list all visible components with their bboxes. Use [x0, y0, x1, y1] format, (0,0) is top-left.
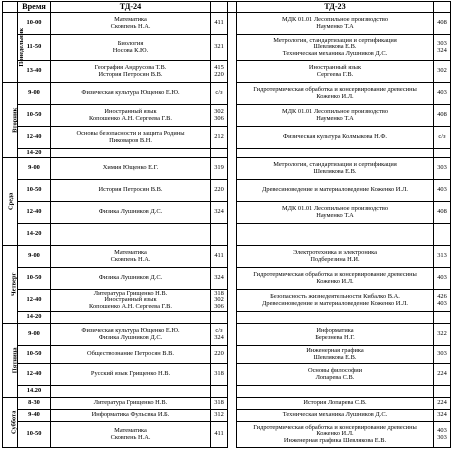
gap-cell	[228, 149, 237, 158]
time-cell: 8-30	[18, 398, 51, 410]
time-cell: 12-40	[18, 364, 51, 386]
gap-cell	[228, 268, 237, 290]
gap-cell	[228, 422, 237, 448]
gap-cell	[228, 35, 237, 61]
gap-cell	[228, 290, 237, 312]
room-td23: 224	[434, 364, 451, 386]
room-td23	[434, 149, 451, 158]
time-cell: 12-40	[18, 202, 51, 224]
subject-td23: Гидротермическая обработка и консервирование древесины Коженко И.Л. Инженерная графика Шевлякова Е.В.	[237, 422, 434, 448]
schedule-row	[3, 364, 451, 386]
room-td23: 403	[434, 83, 451, 105]
room-td23: 403	[434, 268, 451, 290]
time-cell: 10-00	[18, 13, 51, 35]
gap-cell	[228, 246, 237, 268]
day-name: Суббота	[10, 410, 18, 435]
subject-td24: Литература Грищенко Н.В. Иностранный язык Копошенко А.Н. Сергеева Г.В.	[51, 290, 211, 312]
schedule-row	[3, 149, 451, 158]
time-cell: 10-50	[18, 268, 51, 290]
time-cell: 9-00	[18, 324, 51, 346]
room-td23: 324	[434, 410, 451, 422]
gap-cell	[228, 127, 237, 149]
gap-cell	[228, 202, 237, 224]
schedule-row	[3, 35, 451, 61]
room-td23: 224	[434, 398, 451, 410]
time-cell: 14-20	[18, 224, 51, 246]
room-td23: 408	[434, 202, 451, 224]
subject-td24: Основы безопасности и защита Родины Пиковаров В.Н.	[51, 127, 211, 149]
day-cell	[3, 324, 18, 398]
subject-td24: Биология Носова К.Ю.	[51, 35, 211, 61]
subject-td23: МДК 01.01 Лесопильное производство Науменко Т.А	[237, 105, 434, 127]
schedule-row	[3, 202, 451, 224]
room-td23: 303	[434, 158, 451, 180]
subject-td23	[237, 312, 434, 324]
subject-td24: Русский язык Грищенко Н.В.	[51, 364, 211, 386]
day-cell	[3, 246, 18, 324]
day-cell	[3, 13, 26, 83]
room-td24: 319	[211, 158, 228, 180]
gap-cell	[228, 346, 237, 364]
day-name: Четверг	[10, 272, 18, 297]
gap-cell	[228, 13, 237, 35]
subject-td23: Иностранный язык Сергеева Г.В.	[237, 61, 434, 83]
subject-td24	[51, 312, 211, 324]
schedule-row	[3, 422, 451, 448]
schedule-row	[3, 324, 451, 346]
subject-td23: Гидротермическая обработка и консервирование древесины Коженко И.Л.	[237, 268, 434, 290]
schedule-row	[3, 61, 451, 83]
room-td24: 321	[211, 35, 228, 61]
subject-td24: Обществознание Петросян В.В.	[51, 346, 211, 364]
room-td23: 403 303	[434, 422, 451, 448]
schedule-row	[3, 410, 451, 422]
subject-td23: МДК 01.01 Лесопильное производство Науменко Т.А	[237, 202, 434, 224]
day-name: Пятница	[11, 347, 19, 374]
room-td23: с/з	[434, 127, 451, 149]
room-td24: 324	[211, 268, 228, 290]
subject-td23	[237, 149, 434, 158]
time-cell: 10-50	[18, 422, 51, 448]
time-cell: 12-40	[18, 127, 51, 149]
day-name: Среда	[7, 192, 15, 211]
day-name: Понедельник	[18, 28, 26, 67]
time-cell: 10-50	[18, 180, 51, 202]
schedule-row	[3, 386, 451, 398]
subject-td24	[51, 386, 211, 398]
schedule-row	[3, 398, 451, 410]
room-td24: 302 306	[211, 105, 228, 127]
time-cell: 12-40	[18, 290, 51, 312]
room-td23: 322	[434, 324, 451, 346]
time-cell: 14-20	[18, 312, 51, 324]
subject-td23: Инженерная графика Шевлякова Е.В.	[237, 346, 434, 364]
gap-cell	[228, 83, 237, 105]
room-td23: 303 324	[434, 35, 451, 61]
schedule-row	[3, 290, 451, 312]
corner-cell	[3, 2, 18, 13]
room-td24: 312	[211, 410, 228, 422]
subject-td24: Физическая культура Ющенко Е.Ю.	[51, 83, 211, 105]
room-td24: 220	[211, 180, 228, 202]
schedule-row	[3, 158, 451, 180]
subject-td23: Электротехника и электроника Подберезина Н.И.	[237, 246, 434, 268]
subject-td23: Безопасность жизнедеятельности Кибалко В.А. Древесиноведение и материаловедение Коженко И.Л.	[237, 290, 434, 312]
time-cell: 10-50	[18, 105, 51, 127]
group-header-td23: ТД-23	[237, 2, 434, 13]
schedule-row	[3, 346, 451, 364]
room-header-td24	[211, 2, 228, 13]
schedule-row	[3, 127, 451, 149]
subject-td23: История Лопарева С.В.	[237, 398, 434, 410]
room-td23: 408	[434, 13, 451, 35]
room-td24: 415 220	[211, 61, 228, 83]
time-header: Время	[18, 2, 51, 13]
subject-td24: Литература Грищенко Н.В.	[51, 398, 211, 410]
subject-td24: География Андрусова Т.В. История Петросян В.В.	[51, 61, 211, 83]
subject-td23	[237, 224, 434, 246]
room-td24: 220	[211, 346, 228, 364]
subject-td23: Физическая культура Колмыкова Н.Ф.	[237, 127, 434, 149]
time-cell: 14.20	[18, 386, 51, 398]
room-td23: 302	[434, 61, 451, 83]
subject-td24	[51, 149, 211, 158]
day-cell	[3, 398, 18, 448]
subject-td24: Физическая культура Ющенко Е.Ю. Физика Лушников Д.С.	[51, 324, 211, 346]
room-td23	[434, 312, 451, 324]
day-name: Вторник	[11, 107, 19, 133]
schedule-row	[3, 312, 451, 324]
subject-td24: Физика Лушников Д.С.	[51, 202, 211, 224]
gap-cell	[228, 398, 237, 410]
subject-td24: Иностранный язык Копошенко А.Н. Сергеева Г.В.	[51, 105, 211, 127]
room-td24: 318 302 306	[211, 290, 228, 312]
time-cell: 11-50	[18, 35, 51, 61]
subject-td24: Математика Сковпень Н.А.	[51, 246, 211, 268]
time-cell: 9-40	[18, 410, 51, 422]
room-td24	[211, 149, 228, 158]
time-cell: 9-00	[18, 83, 51, 105]
room-td24: 318	[211, 364, 228, 386]
day-cell	[3, 83, 18, 158]
gap-cell	[228, 364, 237, 386]
room-td24	[211, 386, 228, 398]
subject-td23: Информатика Березнева Н.Г.	[237, 324, 434, 346]
gap-cell	[228, 312, 237, 324]
subject-td24	[51, 224, 211, 246]
subject-td23: МДК 01.01 Лесопильное производство Науменко Т.А	[237, 13, 434, 35]
room-td23: 303	[434, 346, 451, 364]
room-td23: 426 403	[434, 290, 451, 312]
room-header-td23	[434, 2, 451, 13]
subject-td24: Математика Сковпень Н.А.	[51, 422, 211, 448]
schedule-row	[3, 13, 451, 35]
gap-cell	[228, 224, 237, 246]
subject-td23: Метрология, стандартизация и сертификация Шевлякова Е.В. Техническая механика Лушников Д.С.	[237, 35, 434, 61]
schedule-row	[3, 268, 451, 290]
day-cell	[3, 158, 18, 246]
subject-td24: Физика Лушников Д.С.	[51, 268, 211, 290]
schedule-row	[3, 105, 451, 127]
time-cell: 10-50	[18, 346, 51, 364]
subject-td23: Техническая механика Лушников Д.С.	[237, 410, 434, 422]
room-td23	[434, 386, 451, 398]
room-td24: 411	[211, 246, 228, 268]
subject-td23	[237, 386, 434, 398]
room-td23: 403	[434, 180, 451, 202]
room-td24: 411	[211, 13, 228, 35]
room-td24	[211, 312, 228, 324]
room-td24	[211, 224, 228, 246]
schedule-row	[3, 224, 451, 246]
time-cell: 14-20	[18, 149, 51, 158]
gap-cell	[228, 2, 237, 13]
group-header-td24: ТД-24	[51, 2, 211, 13]
room-td24: 212	[211, 127, 228, 149]
time-cell: 9-00	[18, 246, 51, 268]
room-td23: 408	[434, 105, 451, 127]
room-td24: с/з 324	[211, 324, 228, 346]
header-row	[3, 2, 451, 13]
schedule-row	[3, 180, 451, 202]
time-cell: 9-00	[18, 158, 51, 180]
gap-cell	[228, 410, 237, 422]
room-td23: 313	[434, 246, 451, 268]
schedule-row	[3, 246, 451, 268]
room-td24: 411	[211, 422, 228, 448]
schedule-table	[2, 1, 451, 448]
subject-td23: Основы философии Лопарева С.В.	[237, 364, 434, 386]
gap-cell	[228, 61, 237, 83]
room-td24: с/з	[211, 83, 228, 105]
subject-td24: Математика Сковпень Н.А.	[51, 13, 211, 35]
schedule-body	[3, 13, 451, 448]
gap-cell	[228, 180, 237, 202]
schedule-row	[3, 83, 451, 105]
time-cell: 13-40	[18, 61, 51, 83]
room-td24: 324	[211, 202, 228, 224]
gap-cell	[228, 105, 237, 127]
gap-cell	[228, 324, 237, 346]
subject-td24: Информатика Фульсвка И.Б.	[51, 410, 211, 422]
subject-td23: Гидротермическая обработка и консервирование древесины Коженко И.Л.	[237, 83, 434, 105]
subject-td24: Химия Ющенко Е.Г.	[51, 158, 211, 180]
gap-cell	[228, 158, 237, 180]
subject-td23: Древесиноведение и материаловедение Коженко И.Л.	[237, 180, 434, 202]
room-td23	[434, 224, 451, 246]
subject-td23: Метрология, стандартизация и сертификация Шевлякова Е.В.	[237, 158, 434, 180]
gap-cell	[228, 386, 237, 398]
room-td24: 318	[211, 398, 228, 410]
subject-td24: История Петросян В.В.	[51, 180, 211, 202]
